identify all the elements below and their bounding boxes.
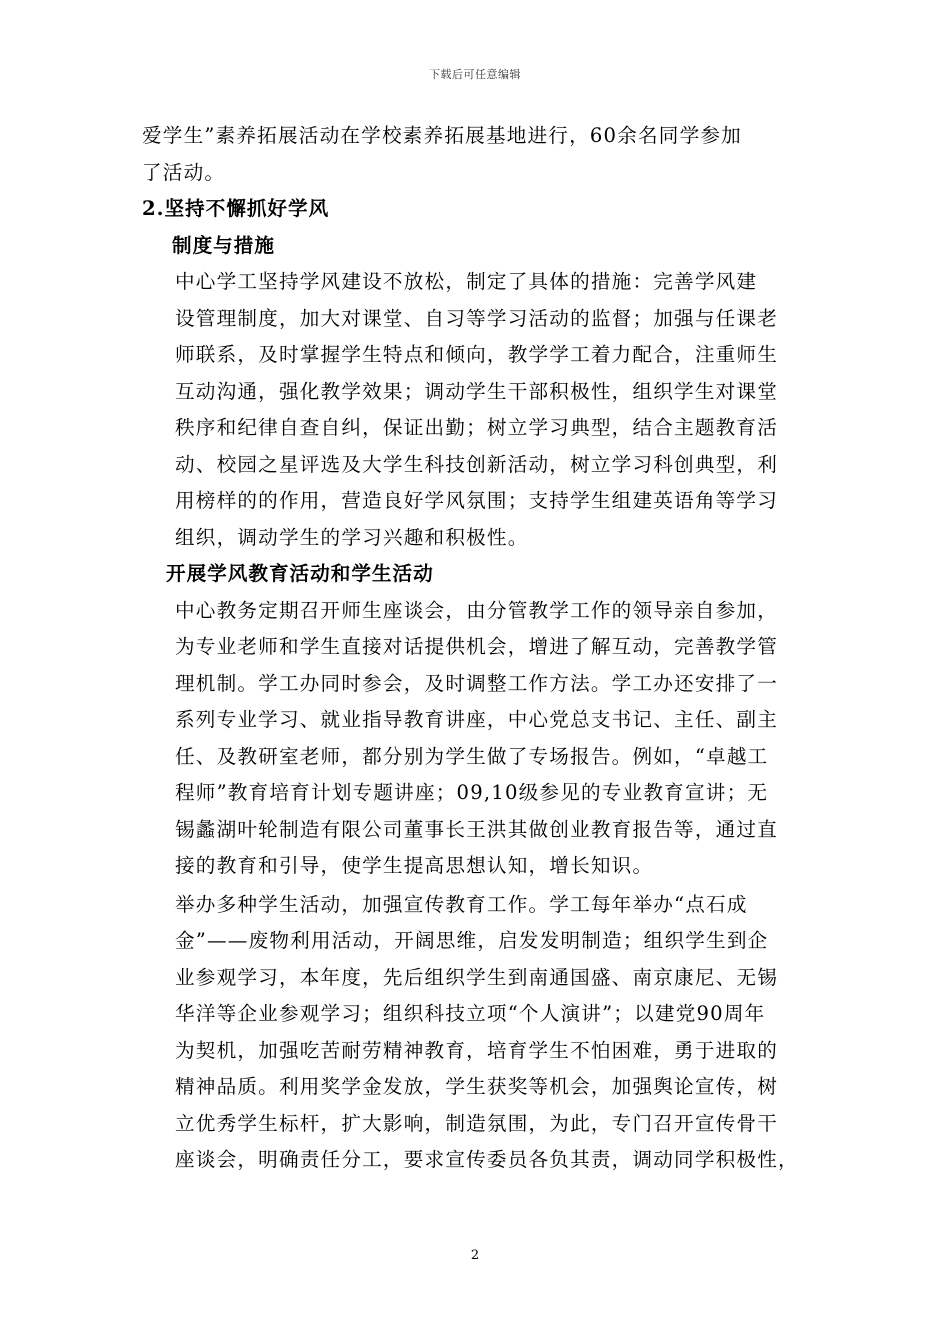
sub-heading-activities: 开展学风教育活动和学生活动	[166, 562, 434, 585]
text-line: 动、校园之星评选及大学生科技创新活动，树立学习科创典型，利	[175, 452, 779, 476]
text-line: 秩序和纪律自查自纠，保证出勤；树立学习典型，结合主题教育活	[175, 416, 779, 439]
text-line: 为专业老师和学生直接对话提供机会，增进了解互动，完善教学管	[175, 635, 779, 658]
text-line: 接的教育和引导，使学生提高思想认知，增长知识。	[175, 854, 654, 877]
measures-paragraph	[142, 264, 810, 556]
text-line: 业参观学习，本年度，先后组织学生到南通国盛、南京康尼、无锡	[175, 965, 779, 989]
text-line: 任、及教研室老师，都分别为学生做了专场报告。例如，“卓越工	[175, 744, 769, 768]
section-heading: 2.坚持不懈抓好学风	[142, 197, 330, 220]
text-line: 举办多种学生活动，加强宣传教育工作。学工每年举办“点石成	[175, 892, 748, 916]
text-line: 用榜样的的作用，营造良好学风氛围；支持学生组建英语角等学习	[175, 489, 779, 512]
text-line: 互动沟通，强化教学效果；调动学生干部积极性，组织学生对课堂	[175, 379, 779, 403]
text-line: 理机制。学工办同时参会，及时调整工作方法。学工办还安排了一	[175, 671, 779, 695]
document-body	[142, 118, 810, 1179]
text-line: 设管理制度，加大对课堂、自习等学习活动的监督；加强与任课老	[175, 306, 779, 330]
text-line: 立优秀学生标杆，扩大影响，制造氛围，为此，专门召开宣传骨干	[175, 1111, 779, 1135]
text-line: 为契机，加强吃苦耐劳精神教育，培育学生不怕困难，勇于进取的	[175, 1038, 779, 1062]
text-line: 华洋等企业参观学习；组织科技立项“个人演讲”；以建党90周年	[175, 1002, 766, 1025]
sub-heading-measures: 制度与措施	[172, 233, 275, 257]
text-line: 程师”教育培育计划专题讲座；09,10级参见的专业教育宣讲；无	[175, 781, 769, 804]
text-line: 精神品质。利用奖学金发放，学生获奖等机会，加强舆论宣传，树	[175, 1075, 779, 1098]
header-note: 下载后可任意编辑	[429, 68, 521, 81]
text-line: 了活动。	[142, 160, 226, 184]
text-line: 锡蠡湖叶轮制造有限公司董事长王洪其做创业教育报告等，通过直	[175, 817, 779, 841]
text-line: 中心教务定期召开师生座谈会，由分管教学工作的领导亲自参加，	[175, 598, 779, 622]
text-line: 师联系，及时掌握学生特点和倾向，教学学工着力配合，注重师生	[175, 343, 779, 366]
intro-paragraph	[142, 118, 810, 191]
text-line: 中心学工坚持学风建设不放松，制定了具体的措施：完善学风建	[175, 270, 758, 293]
text-line: 组织，调动学生的学习兴趣和积极性。	[175, 525, 529, 549]
text-line: 座谈会，明确责任分工，要求宣传委员各负其责，调动同学积极性，	[175, 1148, 799, 1171]
text-line: 系列专业学习、就业指导教育讲座，中心党总支书记、主任、副主	[175, 708, 779, 731]
activities-paragraph	[142, 887, 810, 1179]
page-number: 2	[470, 1248, 480, 1263]
seminars-paragraph	[142, 593, 810, 885]
text-line: 爱学生”素养拓展活动在学校素养拓展基地进行，60余名同学参加	[142, 124, 742, 147]
text-line: 金”——废物利用活动，开阔思维，启发发明制造；组织学生到企	[175, 929, 769, 952]
